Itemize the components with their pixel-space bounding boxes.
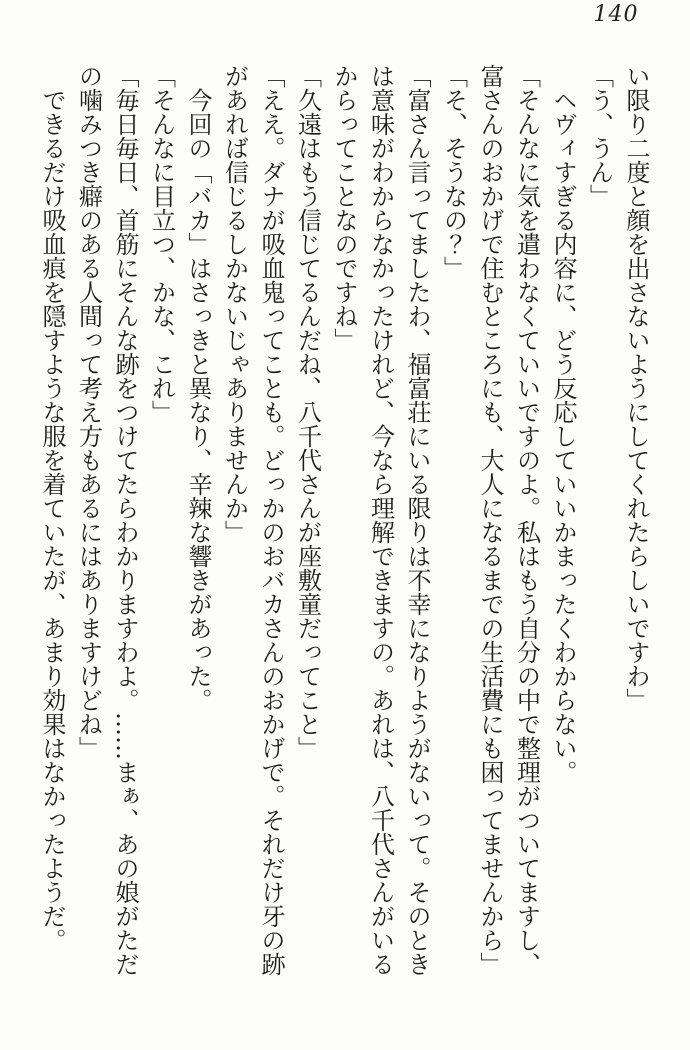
paragraph: ヘヴィすぎる内容に、どう反応していいかまったくわからない。 [549, 64, 577, 784]
paragraph: 「毎日毎日、首筋にそんな跡をつけてたらわかりますわよ。……まぁ、あの娘がただの噛みつき癖のある人間って考え方もあるにはありますけどね」 [74, 64, 139, 976]
paragraph: 「富さん言ってましたわ、福富荘にいる限りは不幸になりようがないって。そのときは意味がわからなかったけれど、今なら理解できますの。あれは、八千代さんがいるからってことなのですね」 [330, 64, 431, 976]
paragraph: 「そ、そうなの？」 [439, 64, 468, 280]
paragraph: 「う、うん」 [585, 64, 614, 208]
paragraph: 「ええ。ダナが吸血鬼ってことも。どっかのおバカさんのおかげで。それだけ牙の跡があれば信じるしかないじゃありませんか」 [220, 64, 285, 976]
paragraph: 「そんなに気を遣わなくていいですのよ。私はもう自分の中で整理がついてますし、富さんのおかげで住むところにも、大人になるまでの生活費にも困ってませんから」 [476, 64, 541, 976]
page-number: 140 [593, 2, 639, 27]
paragraph: 今回の「バカ」はさっきと異なり、辛辣な響きがあった。 [184, 64, 212, 712]
body-text [34, 64, 655, 980]
paragraph: できるだけ吸血痕を隠すような服を着ていたが、あまり効果はなかったようだ。 [38, 64, 66, 952]
paragraph: 「久遠はもう信じてるんだね、八千代さんが座敷童だってこと」 [293, 64, 322, 760]
paragraph: 「そんなに目立つ、かな、これ」 [147, 64, 176, 424]
paragraph: い限り二度と顔を出さないようにしてくれたらしいですわ」 [622, 64, 650, 712]
